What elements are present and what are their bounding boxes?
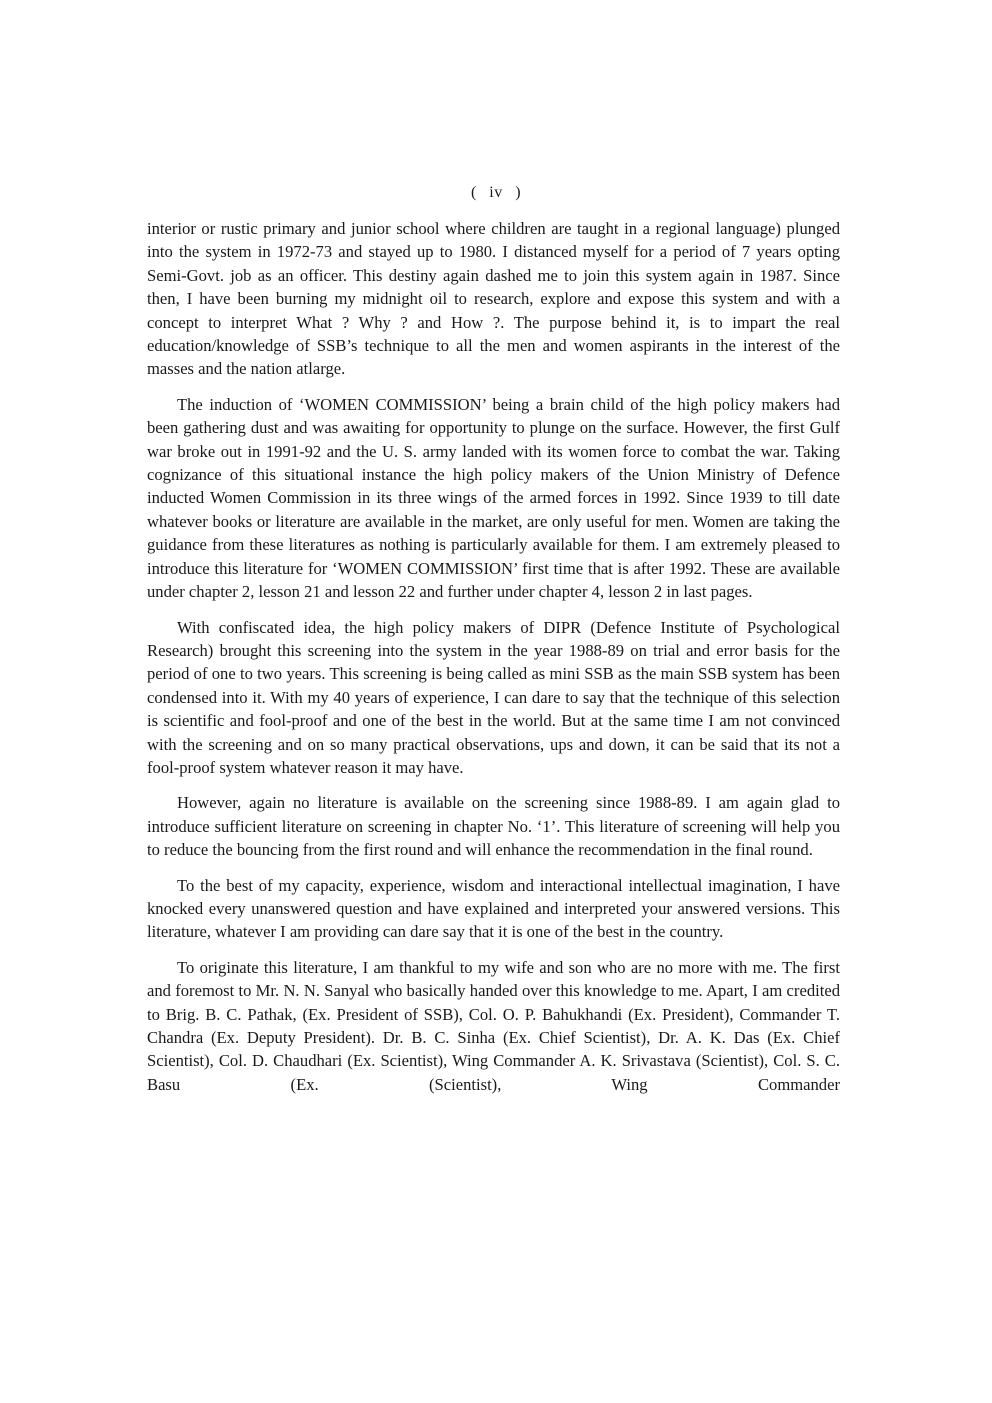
paragraph-screening-literature: However, again no literature is available on the screening since 1988-89. I am again glad to introduce sufficient literature on screening in chapter No. ‘1’. This literature of screening will help you to reduce the bouncing from the first round and will enhance the recommendation in the final round.: [147, 793, 840, 860]
paragraph-acknowledgements: To originate this literature, I am thankful to my wife and son who are no more with me. The first and foremost to Mr. N. N. Sanyal who basically handed over this knowledge to me. Apart, I am credited to Brig. B. C. Pathak, (Ex. President of SSB), Col. O. P. Bahukhandi (Ex. President), Commander T. Chandra (Ex. Deputy President). Dr. B. C. Sinha (Ex. Chief Scientist), Dr. A. K. Das (Ex. Chief Scientist), Col. D. Chaudhari (Ex. Scientist), Wing Commander A. K. Srivastava (Scientist), Col. S. C. Basu (Ex. (Scientist), Wing Commander: [147, 957, 840, 1094]
page-number: ( iv ): [470, 184, 522, 201]
paragraph-capacity-experience: To the best of my capacity, experience, wisdom and interactional intellectual imagination, I have knocked every unanswered question and have explained and interpreted your answered versions. This literature, whatever I am providing can dare say that it is one of the best in the country.: [147, 875, 840, 942]
paragraph-continued-intro: interior or rustic primary and junior school where children are taught in a regional language) plunged into the system in 1972-73 and stayed up to 1980. I distanced myself for a period of 7 years opting Semi-Govt. job as an officer. This destiny again dashed me to join this system again in 1987. Since then, I have been burning my midnight oil to research, explore and expose this system and with a concept to interpret What ? Why ? and How ?. The purpose behind it, is to impart the real education/knowledge of SSB’s technique to all the men and women aspirants in the interest of the masses and the nation atlarge.: [147, 219, 840, 379]
paragraph-women-commission: The induction of ‘WOMEN COMMISSION’ being a brain child of the high policy makers had been gathering dust and was awaiting for opportunity to plunge on the surface. However, the first Gulf war broke out in 1991-92 and the U. S. army landed with its women force to combat the war. Taking cognizance of this situational instance the high policy makers of the Union Ministry of Defence inducted Women Commission in its three wings of the armed forces in 1992. Since 1939 to till date whatever books or literature are available in the market, are only useful for men. Women are taking the guidance from these literatures as nothing is particularly available for them. I am extremely pleased to introduce this literature for ‘WOMEN COMMISSION’ first time that is after 1992. These are available under chapter 2, lesson 21 and lesson 22 and further under chapter 4, lesson 2 in last pages.: [147, 394, 840, 602]
body-text: [147, 217, 840, 1108]
paragraph-dipr-screening: With confiscated idea, the high policy makers of DIPR (Defence Institute of Psychological Research) brought this screening into the system in the year 1988-89 on trial and error basis for the period of one to two years. This screening is being called as mini SSB as the main SSB system has been condensed into it. With my 40 years of experience, I can dare to say that the technique of this selection is scientific and fool-proof and one of the best in the world. But at the same time I am not convinced with the screening and on so many practical observations, ups and down, it can be said that its not a fool-proof system whatever reason it may have.: [147, 617, 840, 777]
